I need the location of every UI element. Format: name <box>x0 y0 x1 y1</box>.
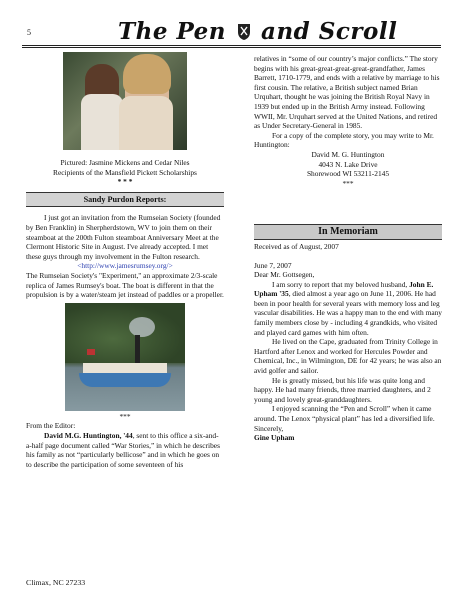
letter-date: June 7, 2007 <box>254 260 292 270</box>
steamboat-photo <box>65 303 185 411</box>
paragraph: The Rumseian Society's "Experiment," an approximate 2/3-scale replica of James Rumsey's boat. The boat is different in that the propulsion is by a water/steam jet instead of paddles or a propeller. <box>26 270 224 300</box>
rumsey-link[interactable]: <http://www.jamesrumsey.org/> <box>77 261 173 271</box>
footer-location: Climax, NC 27233 <box>26 578 86 587</box>
editor-name: David M.G. Huntington, '44 <box>44 430 133 440</box>
separator: *** <box>342 178 354 188</box>
scholarship-photo <box>63 52 187 150</box>
letter-paragraph: I enjoyed scanning the “Pen and Scroll” when it came around. The Lenox “physical plant” has led a diversified life. <box>254 404 435 423</box>
editor-label: From the Editor: <box>26 421 76 431</box>
letter-signature: Gine Upham <box>254 433 295 443</box>
right-column <box>254 54 442 443</box>
deceased-name: John E. Upham '35 <box>254 279 434 299</box>
editor-paragraph <box>26 431 224 469</box>
memoriam-title: In Memoriam <box>254 224 442 240</box>
separator: *** <box>119 411 131 421</box>
header-rule <box>22 45 441 46</box>
letter-paragraph: I am sorry to report that my beloved husband, John E. Upham '35, died almost a year ago on June 11, 2006. He had been in poor health for several years with memory loss and leg vascular disabilities. He was a happy man to the end with many family members close by - including 4 grandkids, who visited and played card games with him often. <box>254 279 443 337</box>
letter-paragraph: He lived on the Cape, graduated from Trinity College in Hartford after Lenox and worked for Hercules Powder and Chemical, Inc., in Wilmington, DE for 42 years; he was also an avid golfer and sailor. <box>254 337 442 376</box>
address-line: 4043 N. Lake Drive <box>318 159 378 169</box>
received-note: Received as of August, 2007 <box>254 241 339 251</box>
address-line: Shorewood WI 53211-2145 <box>306 169 390 179</box>
masthead-title-part1: The Pen <box>118 18 227 45</box>
masthead-title-part2: and Scroll <box>261 18 398 45</box>
letter-paragraph: He is greatly missed, but his life was quite long and happy. He had many friends, three married daughters, and 2 young and lovely great-granddaughters. <box>254 375 431 404</box>
copy-request: For a copy of the complete story, you may write to Mr. Huntington: <box>254 130 434 150</box>
page-number: 5 <box>27 28 31 37</box>
continued-text: relatives in “some of our country’s major conflicts.” The story begins with his great-great-great-great-grandfather, James Barrett, 1710-1779, and ends with a relative by marriage to his first cousin. The relative, a British subject named Brian Urquhart, thought he was joining the British Royal Navy in 1939 but ended up in the British Army instead. Following WWII, Mr. Urquhart served at the United Nations, and retired as Under Secretary-General in 1985. <box>254 54 440 131</box>
section-separator: * * * <box>117 177 133 187</box>
caption-line-1: Pictured: Jasmine Mickens and Cedar Niles <box>60 158 190 167</box>
photo-caption <box>26 158 224 177</box>
crest-icon <box>237 23 251 41</box>
letter-salutation: Dear Mr. Gottsegen, <box>254 270 315 280</box>
left-column <box>26 52 224 469</box>
address-line: David M. G. Huntington <box>311 149 385 159</box>
masthead-title <box>118 18 397 45</box>
editor-text: , sent to this office a six-and-a-half page document called “War Stories,” in which he describes his family as not “particularly bellicose” and in which he goes on to describe the participation of some seventeen of his <box>26 430 220 469</box>
caption-line-2: Recipients of the Mansfield Pickett Scholarships <box>53 167 197 177</box>
header-rule-thin <box>22 47 441 48</box>
paragraph: I just got an invitation from the Rumseian Society (founded by Ben Franklin) in Sherpherdstown, WV to join them on their steamboat at the 200th Fulton steamboat Anniversary Meet at the Clermont Historic Site in August. I've already accepted. I met these guys through my involvement in the Fulton research. <box>26 213 221 261</box>
letter-closing: Sincerely, <box>254 423 284 433</box>
section-title: Sandy Purdon Reports: <box>26 192 224 208</box>
